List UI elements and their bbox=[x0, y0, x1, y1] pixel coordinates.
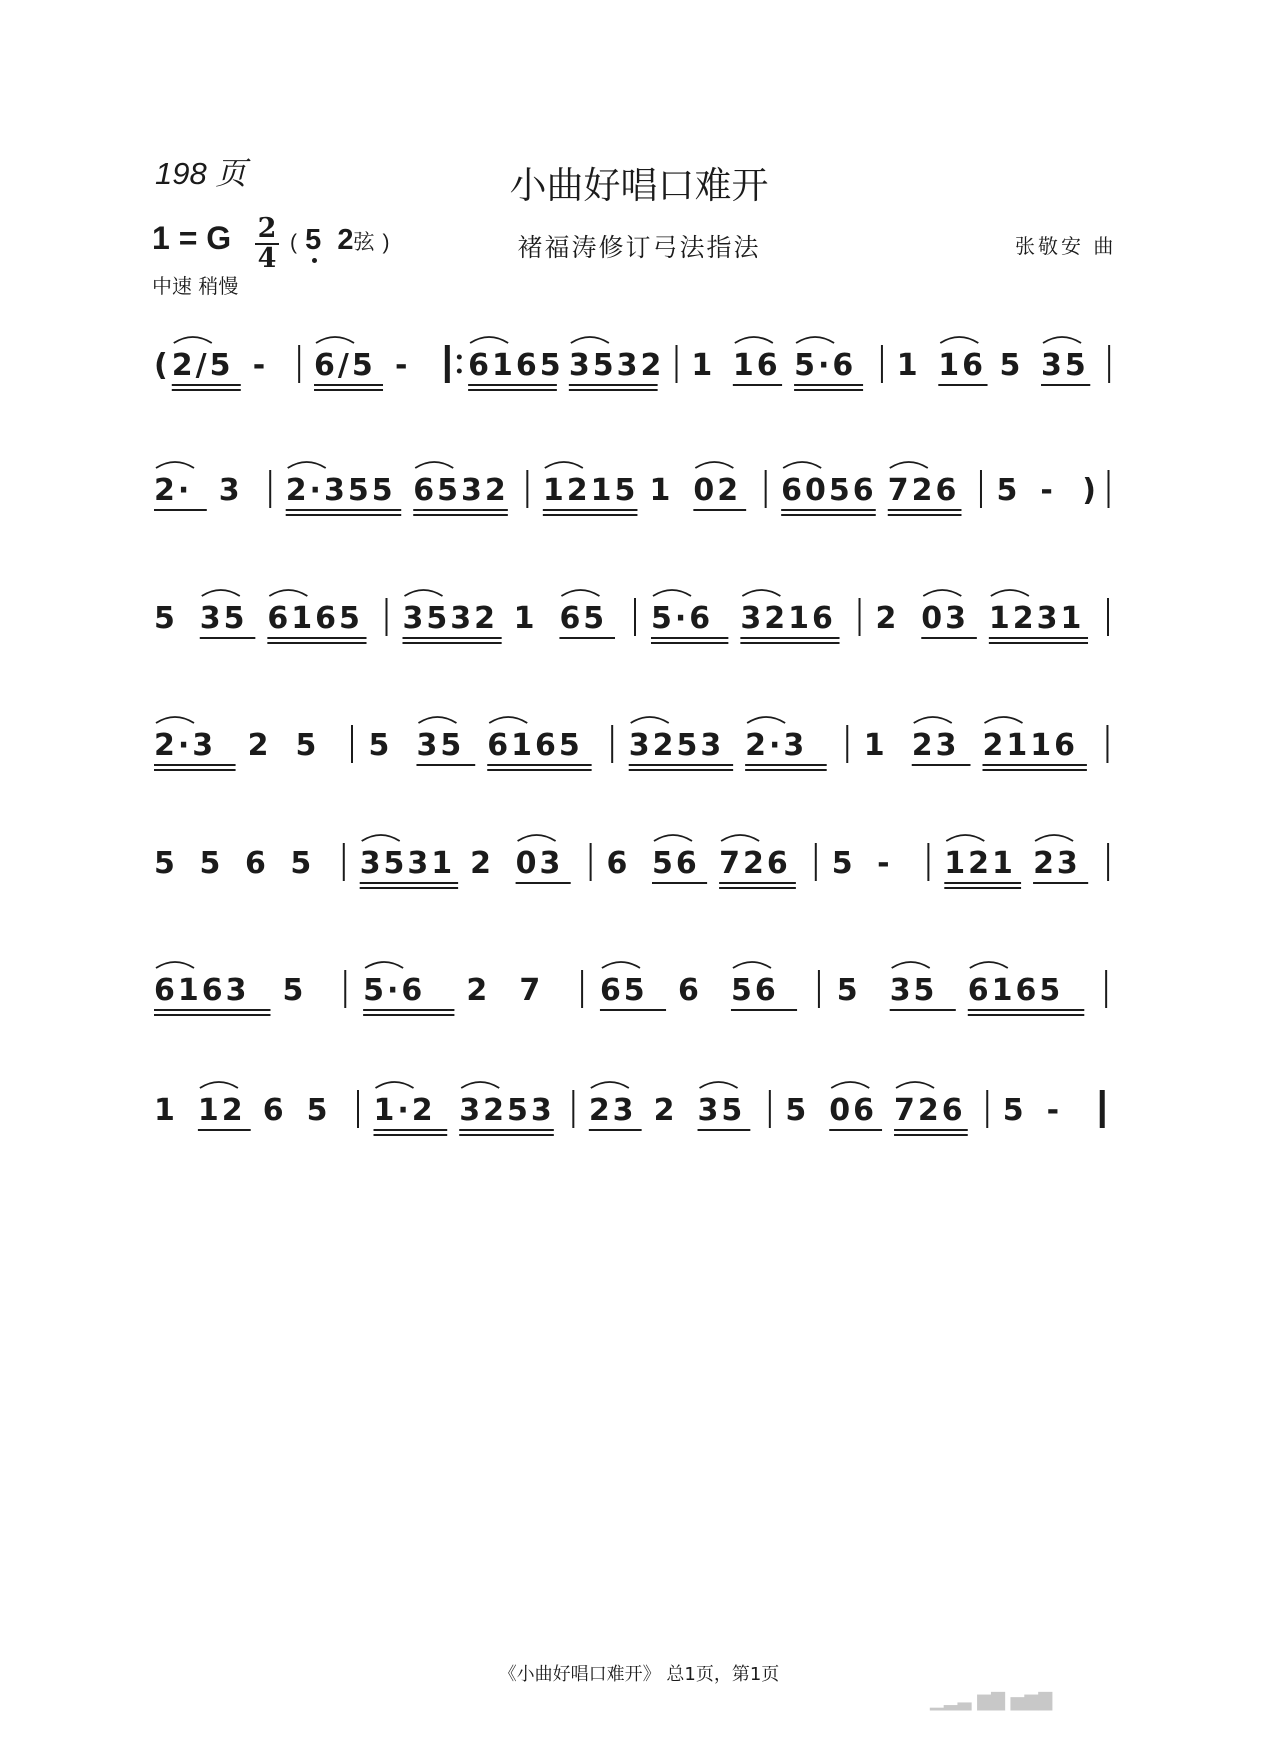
note-group: 35 bbox=[1041, 348, 1089, 383]
note-group: 03 bbox=[515, 846, 564, 881]
note-group: 65 bbox=[559, 601, 608, 636]
note-group: 1·2 bbox=[373, 1093, 436, 1128]
composer-credit: 张敬安 曲 bbox=[1015, 234, 1117, 258]
staff-line bbox=[150, 960, 1130, 1030]
slur bbox=[362, 835, 400, 841]
note-group: 6165 bbox=[267, 601, 363, 636]
note-group: 5 bbox=[999, 348, 1024, 383]
slur bbox=[735, 337, 773, 343]
staff-line bbox=[150, 588, 1130, 658]
note-group: 5 bbox=[836, 973, 861, 1008]
note-group: 5 bbox=[282, 973, 307, 1008]
staff-svg bbox=[150, 588, 1130, 658]
slur bbox=[796, 337, 834, 343]
note-group: ( bbox=[154, 348, 171, 383]
time-denominator: 4 bbox=[257, 243, 277, 274]
slur bbox=[742, 590, 780, 596]
slur bbox=[404, 590, 442, 596]
slur bbox=[174, 337, 212, 343]
slur bbox=[783, 462, 821, 468]
slur bbox=[288, 462, 326, 468]
note-group: 1 bbox=[154, 1093, 178, 1128]
slur bbox=[653, 590, 691, 596]
slur bbox=[923, 590, 961, 596]
note-group: 726 bbox=[894, 1093, 966, 1128]
note-group: - bbox=[395, 348, 411, 383]
slur bbox=[269, 590, 307, 596]
note-group: 2 bbox=[247, 728, 272, 763]
note-group: 23 bbox=[911, 728, 960, 763]
slur bbox=[747, 717, 785, 723]
staff-line bbox=[150, 335, 1130, 405]
note-group: 3216 bbox=[740, 601, 836, 636]
note-group: 2 bbox=[470, 846, 494, 881]
note-group: 5 bbox=[306, 1093, 331, 1128]
note-group: 6165 bbox=[468, 348, 564, 383]
note-group: 5·6 bbox=[650, 601, 714, 636]
slur bbox=[156, 462, 194, 468]
note-group: 6 bbox=[262, 1093, 287, 1128]
note-group: 5·6 bbox=[363, 973, 426, 1008]
note-group: 5 bbox=[996, 473, 1021, 508]
note-group: 2116 bbox=[982, 728, 1078, 763]
tempo-marking: 中速 稍慢 bbox=[152, 274, 239, 298]
note-group: 1 bbox=[863, 728, 888, 763]
slur bbox=[984, 717, 1022, 723]
note-group: 03 bbox=[921, 601, 970, 636]
slur bbox=[631, 717, 669, 723]
note-group: 6165 bbox=[487, 728, 583, 763]
slur bbox=[946, 835, 984, 841]
staff-svg bbox=[150, 833, 1130, 903]
slur bbox=[831, 1082, 869, 1088]
note-group: 02 bbox=[693, 473, 742, 508]
slur bbox=[700, 1082, 738, 1088]
slur bbox=[896, 1082, 934, 1088]
note-group: 2 bbox=[875, 601, 900, 636]
slur bbox=[1035, 835, 1073, 841]
song-title: 小曲好唱口难开 bbox=[509, 164, 769, 207]
note-group: 6532 bbox=[413, 473, 509, 508]
note-group: 3253 bbox=[628, 728, 725, 763]
note-group: 2·3 bbox=[745, 728, 808, 763]
note-group: 1 bbox=[649, 473, 674, 508]
slur bbox=[991, 590, 1029, 596]
note-group: 5 bbox=[290, 846, 315, 881]
note-group: 35 bbox=[199, 601, 248, 636]
slur bbox=[470, 337, 508, 343]
slur bbox=[545, 462, 583, 468]
note-group: 5 bbox=[199, 846, 224, 881]
note-group: 12 bbox=[197, 1093, 246, 1128]
note-group: 5 bbox=[154, 846, 178, 881]
note-group: 5·6 bbox=[794, 348, 857, 383]
slur bbox=[591, 1082, 629, 1088]
slur bbox=[156, 962, 194, 968]
slur bbox=[970, 962, 1008, 968]
note-group: 2/5 bbox=[171, 348, 234, 383]
repeat-dot bbox=[457, 355, 462, 360]
note-group: 1 bbox=[513, 601, 538, 636]
note-group: 6 bbox=[244, 846, 269, 881]
note-group: 2·3 bbox=[154, 728, 217, 763]
note-group: 2 bbox=[466, 973, 491, 1008]
key-signature: 1 = G bbox=[152, 220, 232, 256]
note-group: 16 bbox=[732, 348, 781, 383]
tuning-note-low: 5 bbox=[305, 224, 322, 256]
slur bbox=[418, 717, 456, 723]
note-group: 726 bbox=[719, 846, 791, 881]
note-group: 5 bbox=[154, 601, 178, 636]
note-group: 6163 bbox=[154, 973, 250, 1008]
note-group: 6 bbox=[678, 973, 702, 1008]
tuning-note: 2 bbox=[337, 224, 354, 256]
note-group: 56 bbox=[730, 973, 779, 1008]
slur bbox=[561, 590, 599, 596]
slur bbox=[200, 1082, 238, 1088]
slur bbox=[365, 962, 403, 968]
note-group: 56 bbox=[651, 846, 700, 881]
slur bbox=[415, 462, 453, 468]
slur bbox=[316, 337, 354, 343]
note-group: - bbox=[877, 846, 893, 881]
note-group: 3532 bbox=[568, 348, 665, 383]
note-group: 5 bbox=[831, 846, 856, 881]
note-group: 23 bbox=[1033, 846, 1081, 881]
staff-svg bbox=[150, 335, 1130, 405]
note-group: 1215 bbox=[542, 473, 639, 508]
note-group: 726 bbox=[887, 473, 960, 508]
note-group: 1 bbox=[691, 348, 716, 383]
watermark: ▁▂▃ ▆▇ ▅▆▇ bbox=[930, 1690, 1053, 1711]
staff-line bbox=[150, 833, 1130, 903]
note-group: - bbox=[1046, 1093, 1063, 1128]
note-group: 2·355 bbox=[285, 473, 396, 508]
slur bbox=[602, 962, 640, 968]
note-group: 5 bbox=[295, 728, 320, 763]
slur bbox=[914, 717, 952, 723]
note-group: 6/5 bbox=[314, 348, 376, 383]
note-group: 2· bbox=[154, 473, 193, 508]
slur bbox=[892, 962, 930, 968]
slur bbox=[733, 962, 771, 968]
note-group: 5 bbox=[1002, 1093, 1027, 1128]
note-group: 7 bbox=[519, 973, 544, 1008]
note-group: 65 bbox=[599, 973, 648, 1008]
note-group: 5 bbox=[368, 728, 393, 763]
staff-svg bbox=[150, 960, 1130, 1030]
note-group: 2 bbox=[653, 1093, 678, 1128]
note-group: 35 bbox=[889, 973, 938, 1008]
slur bbox=[721, 835, 759, 841]
note-group: 35 bbox=[697, 1093, 746, 1128]
note-group: 1231 bbox=[988, 601, 1085, 636]
note-group: 3531 bbox=[359, 846, 456, 881]
note-group: 06 bbox=[829, 1093, 877, 1128]
slur bbox=[695, 462, 733, 468]
slur bbox=[376, 1082, 414, 1088]
string-tuning: ( 5 2弦 ) bbox=[290, 224, 390, 256]
note-group: 23 bbox=[588, 1093, 637, 1128]
note-group: ) bbox=[1082, 473, 1099, 508]
slur bbox=[654, 835, 692, 841]
note-group: 3 bbox=[218, 473, 243, 508]
note-group: 35 bbox=[416, 728, 465, 763]
slur bbox=[940, 337, 978, 343]
footer-text: 《小曲好唱口难开》 总1页，第1页 bbox=[498, 1664, 780, 1685]
page-number: 198 页 bbox=[155, 156, 247, 191]
slur bbox=[489, 717, 527, 723]
staff-svg bbox=[150, 460, 1130, 530]
slur bbox=[890, 462, 928, 468]
note-group: 3532 bbox=[402, 601, 498, 636]
repeat-dot bbox=[457, 369, 462, 374]
note-group: 6165 bbox=[967, 973, 1064, 1008]
staff-line bbox=[150, 715, 1130, 785]
note-group: 1 bbox=[896, 348, 921, 383]
note-group: - bbox=[252, 348, 269, 383]
note-group: 16 bbox=[938, 348, 987, 383]
note-group: 121 bbox=[944, 846, 1016, 881]
slur bbox=[518, 835, 556, 841]
slur bbox=[461, 1082, 499, 1088]
note-group: 5 bbox=[785, 1093, 810, 1128]
slur bbox=[202, 590, 240, 596]
note-group: 6056 bbox=[781, 473, 877, 508]
slur bbox=[156, 717, 194, 723]
note-group: 6 bbox=[606, 846, 631, 881]
time-numerator: 2 bbox=[257, 213, 277, 244]
slur bbox=[1043, 337, 1081, 343]
staff-line bbox=[150, 1080, 1130, 1150]
note-group: - bbox=[1040, 473, 1056, 508]
reviser-credit: 褚福涛修订弓法指法 bbox=[517, 233, 761, 262]
note-group: 3253 bbox=[459, 1093, 555, 1128]
staff-svg bbox=[150, 1080, 1130, 1150]
staff-line bbox=[150, 460, 1130, 530]
slur bbox=[571, 337, 609, 343]
staff-svg bbox=[150, 715, 1130, 785]
